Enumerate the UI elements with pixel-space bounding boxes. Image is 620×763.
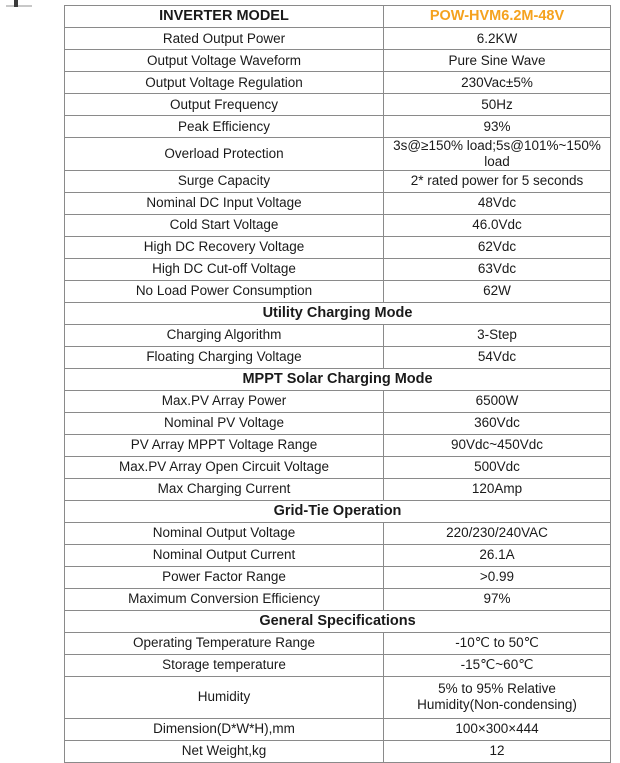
table-row <box>65 434 611 456</box>
table-row <box>65 718 611 740</box>
table-row <box>65 116 611 138</box>
spec-value-cell: 93% <box>384 116 611 138</box>
spec-value-cell: 5% to 95% Relative Humidity(Non-condensing) <box>384 676 611 718</box>
table-row <box>65 522 611 544</box>
spec-label-cell: Output Frequency <box>65 94 384 116</box>
table-row <box>65 588 611 610</box>
table-row <box>65 676 611 718</box>
header-label-cell: INVERTER MODEL <box>65 6 384 28</box>
table-section-header-row <box>65 302 611 324</box>
spec-value-cell: 62W <box>384 280 611 302</box>
table-row <box>65 544 611 566</box>
section-header-cell: Utility Charging Mode <box>65 302 611 324</box>
section-header-cell: General Specifications <box>65 610 611 632</box>
spec-label-cell: Overload Protection <box>65 138 384 171</box>
spec-value-cell: 100×300×444 <box>384 718 611 740</box>
spec-label-cell: Nominal Output Current <box>65 544 384 566</box>
spec-label-cell: High DC Cut-off Voltage <box>65 258 384 280</box>
spec-label-cell: Rated Output Power <box>65 28 384 50</box>
table-row <box>65 566 611 588</box>
spec-value-cell: 12 <box>384 740 611 762</box>
table-row <box>65 456 611 478</box>
spec-label-cell: Max Charging Current <box>65 478 384 500</box>
table-row <box>65 236 611 258</box>
table-row <box>65 258 611 280</box>
table-row <box>65 192 611 214</box>
spec-value-cell: 2* rated power for 5 seconds <box>384 170 611 192</box>
table-header-row <box>65 6 611 28</box>
table-row <box>65 28 611 50</box>
spec-label-cell: Peak Efficiency <box>65 116 384 138</box>
specification-table-container <box>64 5 610 763</box>
spec-label-cell: Max.PV Array Power <box>65 390 384 412</box>
table-row <box>65 72 611 94</box>
spec-label-cell: No Load Power Consumption <box>65 280 384 302</box>
spec-value-cell: >0.99 <box>384 566 611 588</box>
spec-value-cell: 97% <box>384 588 611 610</box>
spec-label-cell: Max.PV Array Open Circuit Voltage <box>65 456 384 478</box>
spec-label-cell: Output Voltage Waveform <box>65 50 384 72</box>
header-model-value-cell: POW-HVM6.2M-48V <box>384 6 611 28</box>
spec-value-cell: -10℃ to 50℃ <box>384 632 611 654</box>
table-row <box>65 324 611 346</box>
spec-value-cell: 6.2KW <box>384 28 611 50</box>
spec-label-cell: Storage temperature <box>65 654 384 676</box>
spec-value-cell: 62Vdc <box>384 236 611 258</box>
spec-label-cell: Humidity <box>65 676 384 718</box>
table-row <box>65 280 611 302</box>
table-row <box>65 632 611 654</box>
spec-value-cell: 3s@≥150% load;5s@101%~150% load <box>384 138 611 171</box>
table-row <box>65 214 611 236</box>
spec-label-cell: Net Weight,kg <box>65 740 384 762</box>
spec-value-cell: 50Hz <box>384 94 611 116</box>
spec-value-cell: 3-Step <box>384 324 611 346</box>
table-row <box>65 740 611 762</box>
spec-value-cell: 48Vdc <box>384 192 611 214</box>
spec-label-cell: High DC Recovery Voltage <box>65 236 384 258</box>
spec-value-cell: 500Vdc <box>384 456 611 478</box>
spec-label-cell: Power Factor Range <box>65 566 384 588</box>
spec-label-cell: Dimension(D*W*H),mm <box>65 718 384 740</box>
table-row <box>65 138 611 171</box>
spec-label-cell: Cold Start Voltage <box>65 214 384 236</box>
spec-label-cell: Surge Capacity <box>65 170 384 192</box>
table-row <box>65 170 611 192</box>
spec-label-cell: Output Voltage Regulation <box>65 72 384 94</box>
spec-label-cell: Charging Algorithm <box>65 324 384 346</box>
spec-value-cell: Pure Sine Wave <box>384 50 611 72</box>
section-header-cell: Grid-Tie Operation <box>65 500 611 522</box>
section-header-cell: MPPT Solar Charging Mode <box>65 368 611 390</box>
spec-label-cell: PV Array MPPT Voltage Range <box>65 434 384 456</box>
top-edge-artifact-bar <box>6 5 32 7</box>
table-row <box>65 654 611 676</box>
table-row <box>65 50 611 72</box>
table-section-header-row <box>65 610 611 632</box>
specification-table-body <box>65 6 611 763</box>
spec-value-cell: 120Amp <box>384 478 611 500</box>
table-row <box>65 478 611 500</box>
table-row <box>65 346 611 368</box>
spec-label-cell: Maximum Conversion Efficiency <box>65 588 384 610</box>
table-row <box>65 412 611 434</box>
spec-value-cell: -15℃~60℃ <box>384 654 611 676</box>
spec-value-cell: 6500W <box>384 390 611 412</box>
spec-value-cell: 230Vac±5% <box>384 72 611 94</box>
spec-value-cell: 360Vdc <box>384 412 611 434</box>
spec-value-cell: 90Vdc~450Vdc <box>384 434 611 456</box>
spec-value-cell: 26.1A <box>384 544 611 566</box>
table-section-header-row <box>65 368 611 390</box>
spec-value-cell: 54Vdc <box>384 346 611 368</box>
spec-label-cell: Floating Charging Voltage <box>65 346 384 368</box>
spec-value-cell: 46.0Vdc <box>384 214 611 236</box>
spec-label-cell: Nominal Output Voltage <box>65 522 384 544</box>
spec-label-cell: Nominal DC Input Voltage <box>65 192 384 214</box>
table-section-header-row <box>65 500 611 522</box>
spec-value-cell: 220/230/240VAC <box>384 522 611 544</box>
top-edge-artifact-mark <box>14 0 18 7</box>
table-row <box>65 390 611 412</box>
inverter-specification-table <box>64 5 611 763</box>
table-row <box>65 94 611 116</box>
spec-label-cell: Nominal PV Voltage <box>65 412 384 434</box>
spec-label-cell: Operating Temperature Range <box>65 632 384 654</box>
spec-value-cell: 63Vdc <box>384 258 611 280</box>
